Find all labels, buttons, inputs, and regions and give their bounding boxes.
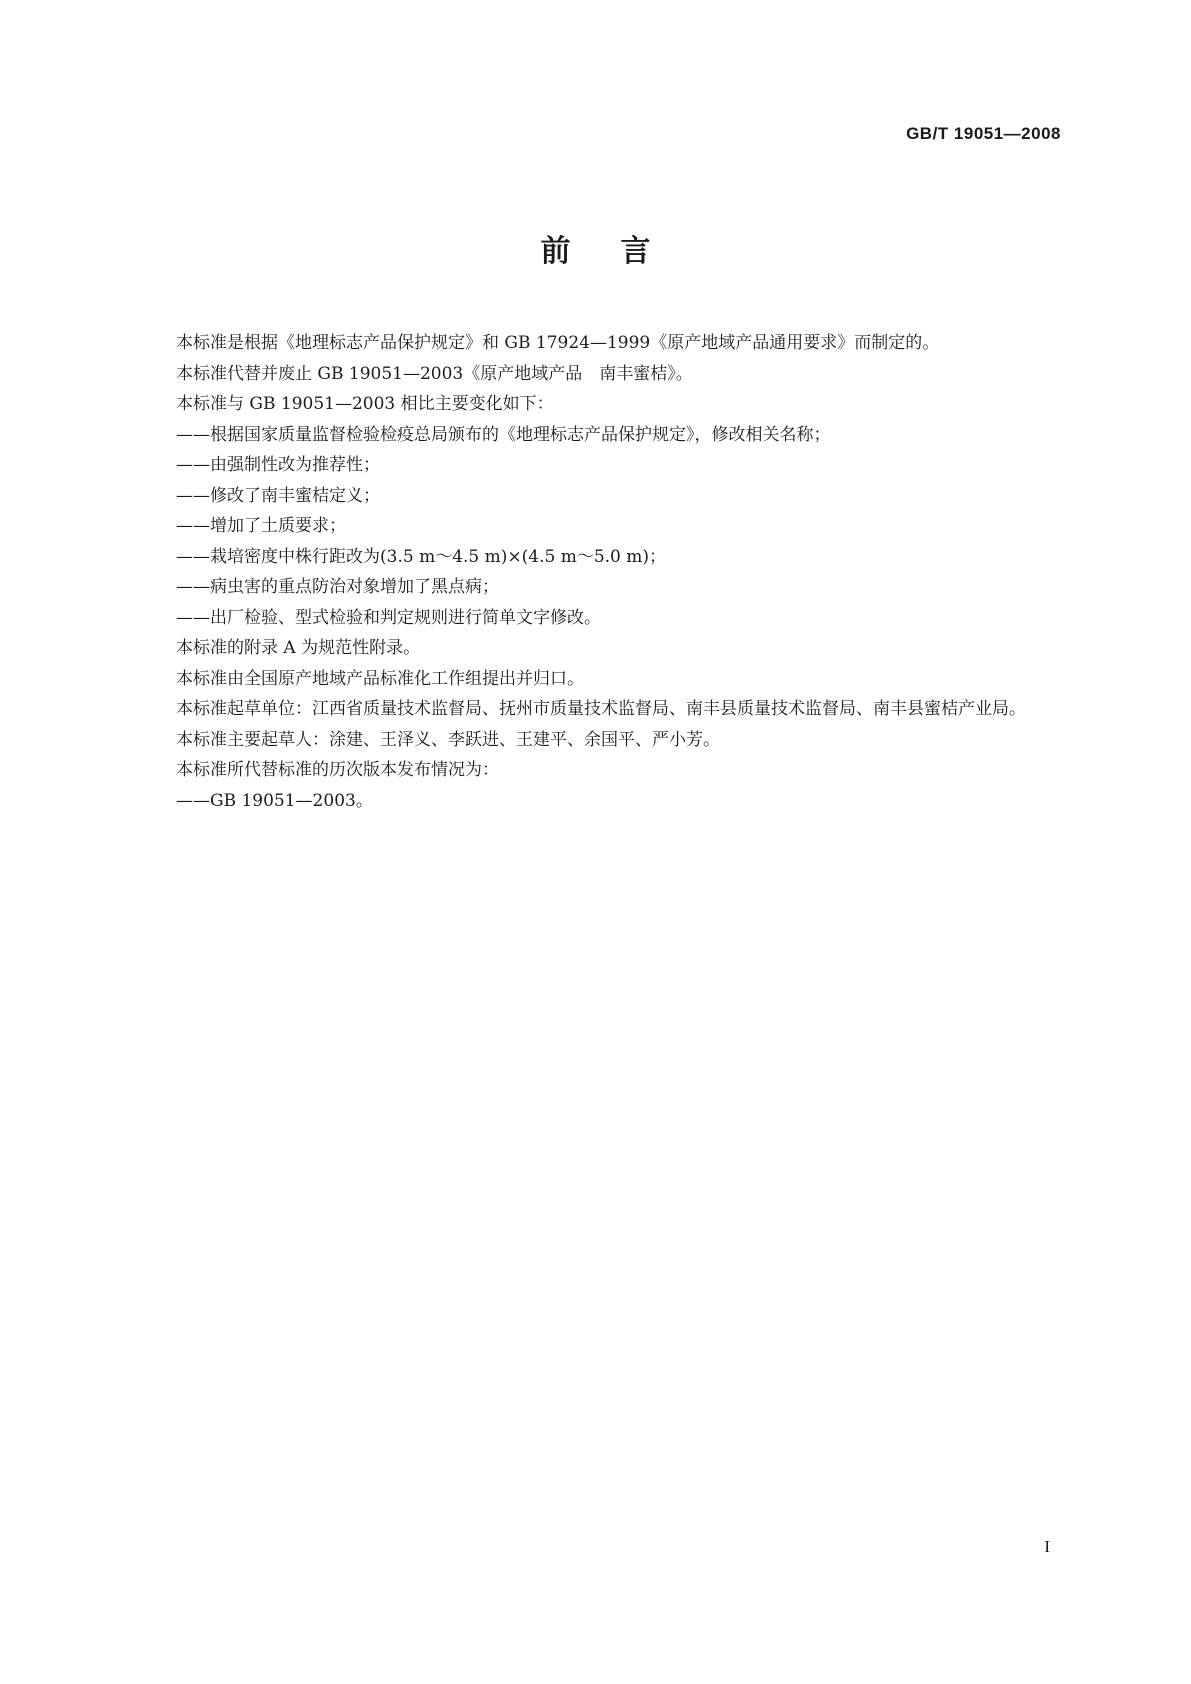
title-char-2: 言 — [620, 234, 651, 269]
change-list-item: ——栽培密度中株行距改为(3.5 m～4.5 m)×(4.5 m～5.0 m)； — [176, 546, 667, 567]
paragraph: 本标准是根据《地理标志产品保护规定》和 GB 17924—1999《原产地域产品通用要求》而制定的。 — [176, 333, 940, 353]
history-list-item: ——GB 19051—2003。 — [176, 790, 373, 811]
foreword-body — [136, 328, 1058, 816]
change-list-item: ——出厂检验、型式检验和判定规则进行简单文字修改。 — [176, 607, 601, 628]
page-title — [0, 226, 1191, 270]
paragraph: 本标准与 GB 19051—2003 相比主要变化如下： — [176, 394, 554, 414]
paragraph: 本标准代替并废止 GB 19051—2003《原产地域产品 南丰蜜桔》。 — [176, 363, 693, 384]
paragraph: 本标准由全国原产地域产品标准化工作组提出并归口。 — [176, 668, 584, 689]
change-list-item: ——病虫害的重点防治对象增加了黑点病； — [176, 577, 499, 597]
change-list-item: ——由强制性改为推荐性； — [176, 455, 380, 475]
standard-code: GB/T 19051—2008 — [906, 124, 1061, 143]
paragraph: 本标准主要起草人：涂建、王泽义、李跃进、王建平、余国平、严小芳。 — [176, 729, 720, 750]
change-list-item: ——根据国家质量监督检验检疫总局颁布的《地理标志产品保护规定》，修改相关名称； — [176, 424, 831, 445]
paragraph: 本标准的附录 A 为规范性附录。 — [176, 638, 421, 658]
paragraph: 本标准起草单位：江西省质量技术监督局、抚州市质量技术监督局、南丰县质量技术监督局、南丰县蜜桔产业局。 — [176, 699, 1026, 719]
paragraph: 本标准所代替标准的历次版本发布情况为： — [176, 760, 499, 780]
page-number: I — [1044, 1537, 1050, 1556]
title-char-1: 前 — [540, 234, 571, 269]
change-list-item: ——修改了南丰蜜桔定义； — [176, 485, 380, 506]
change-list-item: ——增加了土质要求； — [176, 516, 346, 536]
